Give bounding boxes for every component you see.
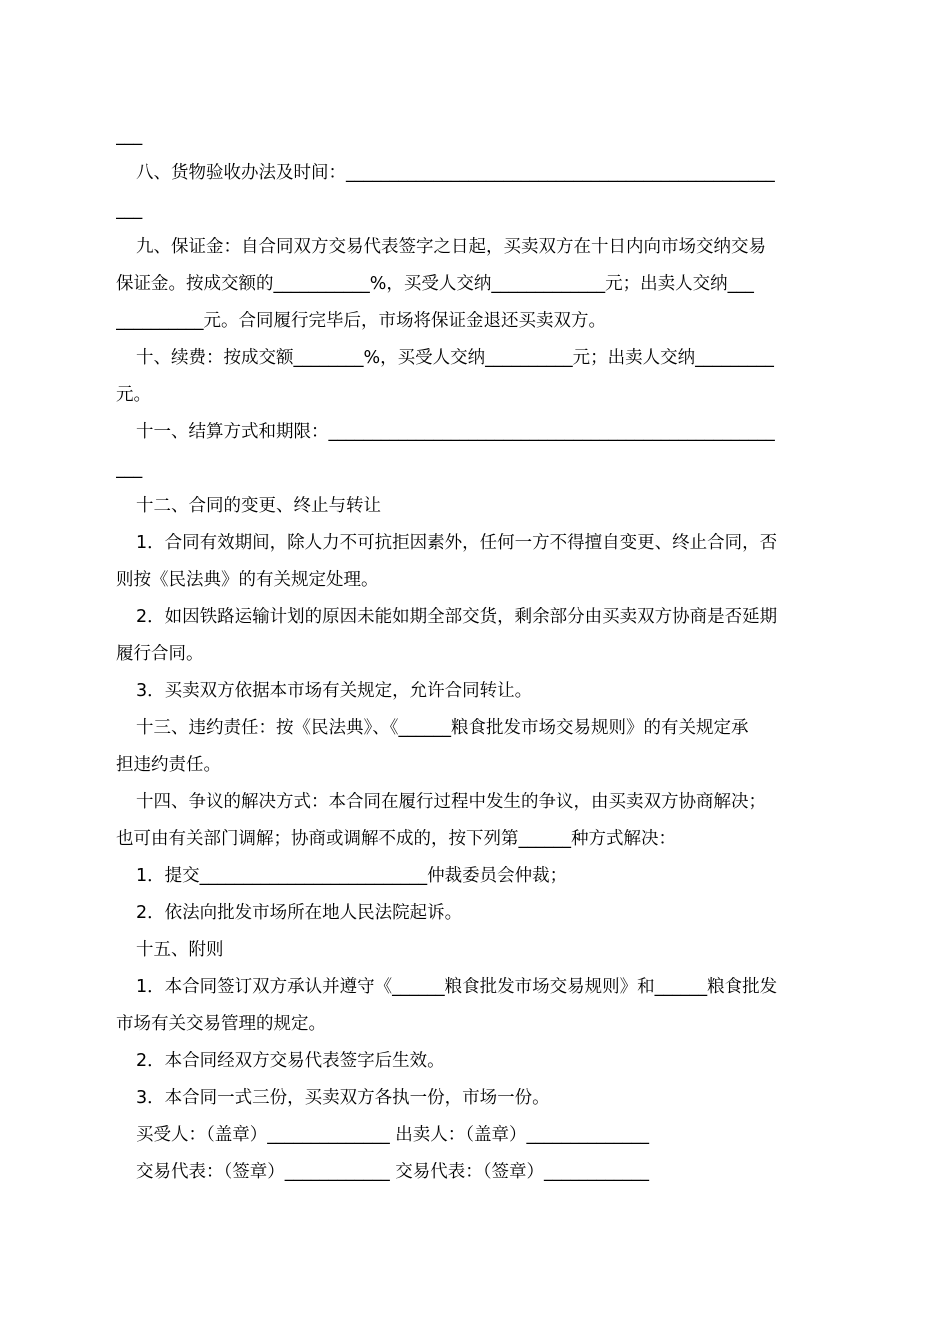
text-line: 元。 [116,385,151,405]
section-15-heading: 十五、附则 [136,940,224,960]
text-line: 保证金。按成交额的___________%，买受人交纳_____________元；出卖人交纳___ [116,274,754,294]
text-line: 履行合同。 [116,644,204,664]
clause-14-1: 1．提交__________________________仲裁委员会仲裁； [136,866,568,886]
text-line: 也可由有关部门调解；协商或调解不成的，按下列第______种方式解决： [116,829,676,849]
section-14-disputes: 十四、争议的解决方式：本合同在履行过程中发生的争议，由买卖双方协商解决； [136,792,766,812]
signature-parties: 买受人：（盖章）______________ 出卖人：（盖章）______________ [136,1125,650,1145]
text-line: ___ [116,459,143,479]
section-13-liability: 十三、违约责任：按《民法典》、《______粮食批发市场交易规则》的有关规定承 [136,718,749,738]
clause-15-1: 1．本合同签订双方承认并遵守《______粮食批发市场交易规则》和______粮食批发 [136,977,778,997]
text-line: __________元。合同履行完毕后，市场将保证金退还买卖双方。 [116,311,606,331]
signature-representatives: 交易代表：（签章）____________ 交易代表：（签章）____________ [136,1162,650,1182]
clause-12-2: 2．如因铁路运输计划的原因未能如期全部交货，剩余部分由买卖双方协商是否延期 [136,607,778,627]
section-12-heading: 十二、合同的变更、终止与转让 [136,496,381,516]
clause-14-2: 2．依法向批发市场所在地人民法院起诉。 [136,903,463,923]
text-line: ___ [116,126,143,146]
text-line: 市场有关交易管理的规定。 [116,1014,326,1034]
document-page [116,118,838,1191]
clause-15-2: 2．本合同经双方交易代表签字后生效。 [136,1051,445,1071]
section-10-fees: 十、续费：按成交额________%，买受人交纳__________元；出卖人交纳_________ [136,348,774,368]
clause-12-3: 3．买卖双方依据本市场有关规定，允许合同转让。 [136,681,533,701]
clause-15-3: 3．本合同一式三份，买卖双方各执一份，市场一份。 [136,1088,550,1108]
section-8-acceptance: 八、货物验收办法及时间：_________________________________________________ [136,163,775,183]
clause-12-1: 1．合同有效期间，除人力不可抗拒因素外，任何一方不得擅自变更、终止合同，否 [136,533,778,553]
text-line: 担违约责任。 [116,755,221,775]
text-line: 则按《民法典》的有关规定处理。 [116,570,379,590]
text-line: ___ [116,200,143,220]
section-9-deposit: 九、保证金：自合同双方交易代表签字之日起，买卖双方在十日内向市场交纳交易 [136,237,766,257]
section-11-settlement: 十一、结算方式和期限：___________________________________________________ [136,422,775,442]
